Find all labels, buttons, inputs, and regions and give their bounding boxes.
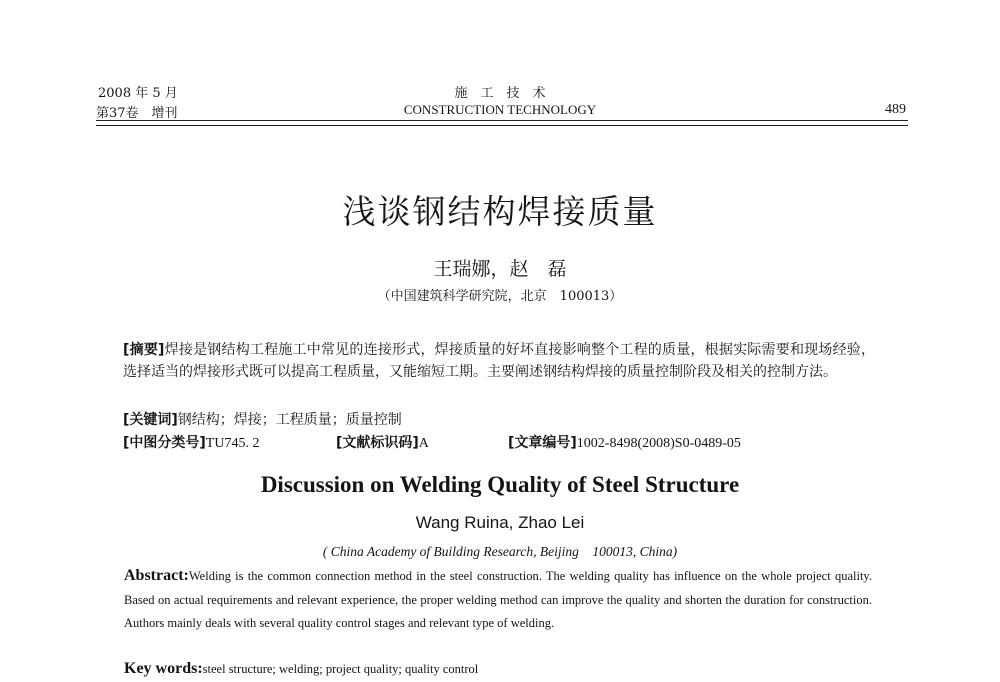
header-journal-cn: 施 工 技 术 xyxy=(454,86,546,101)
doc-value: A xyxy=(418,436,429,451)
article-number xyxy=(508,432,741,455)
clc-label: [中图分类号] xyxy=(123,435,206,451)
article-label: [文章编号] xyxy=(508,435,577,451)
doc-code xyxy=(336,432,429,455)
keywords-cn-label: [关键词] xyxy=(123,412,178,428)
doc-label: [文献标识码] xyxy=(336,435,419,451)
authors-cn: 王瑞娜，赵 磊 xyxy=(433,258,567,280)
abstract-cn-label: [摘要] xyxy=(123,342,165,358)
abstract-en-text: Welding is the common connection method in the steel construction. The welding quality has influence on the whole project quality. Based on actual requirements and relevant experience, the proper welding method can improve the quality and shorten the duration for construction. Authors mainly deals with several quality control stages and relevant type of welding. xyxy=(124,569,872,630)
header-volume: 第37卷 增刊 xyxy=(96,106,178,121)
affiliation-en: ( China Academy of Building Research, Beijing 100013, China) xyxy=(322,544,678,559)
keywords-cn xyxy=(123,409,402,431)
abstract-en-label: Abstract: xyxy=(124,567,189,584)
keywords-cn-text: 钢结构；焊接；工程质量；质量控制 xyxy=(177,412,402,428)
clc-value: TU745. 2 xyxy=(205,436,260,451)
header-rule-thin xyxy=(96,125,908,126)
keywords-en xyxy=(124,660,478,678)
title-cn: 浅谈钢结构焊接质量 xyxy=(342,192,658,231)
abstract-cn-text: 焊接是钢结构工程施工中常见的连接形式，焊接质量的好坏直接影响整个工程的质量，根据实际需要和现场经验，选择适当的焊接形式既可以提高工程质量，又能缩短工期。主要阐述钢结构焊接的质量控制阶段及相关的控制方法。 xyxy=(123,342,876,380)
article-value: 1002-8498(2008)S0-0489-05 xyxy=(576,436,741,451)
abstract-cn xyxy=(123,339,875,383)
header-journal-en: CONSTRUCTION TECHNOLOGY xyxy=(403,102,597,117)
header-date: 2008 年 5 月 xyxy=(98,86,178,101)
affiliation-cn: （中国建筑科学研究院，北京 100013） xyxy=(377,289,623,304)
header-rule-thick xyxy=(96,120,908,121)
authors-en: Wang Ruina, Zhao Lei xyxy=(415,513,585,532)
title-en: Discussion on Welding Quality of Steel Structure xyxy=(260,472,740,497)
abstract-en xyxy=(124,564,872,636)
keywords-en-label: Key words: xyxy=(124,660,203,677)
header-page-number: 489 xyxy=(885,102,906,117)
keywords-en-text: steel structure; welding; project quality; quality control xyxy=(202,662,479,676)
clc-code xyxy=(123,432,259,455)
